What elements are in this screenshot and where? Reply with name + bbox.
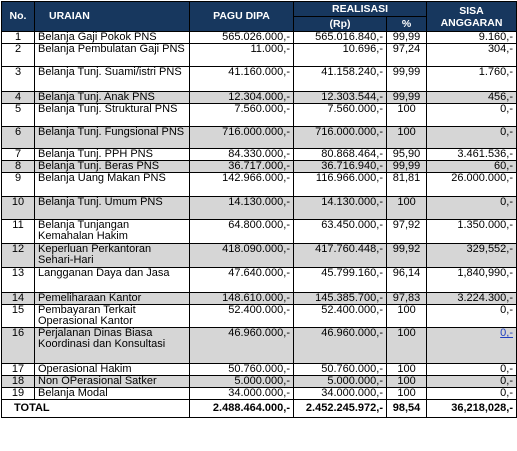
row-percent: 99,99 bbox=[387, 67, 427, 92]
row-realisasi-rp: 80.868.464,- bbox=[294, 149, 387, 161]
row-uraian: Belanja Tunj. Anak PNS bbox=[35, 92, 190, 104]
row-pagu-dipa: 565.026.000,- bbox=[190, 32, 294, 44]
row-percent: 97,83 bbox=[387, 293, 427, 305]
row-realisasi-rp: 34.000.000,- bbox=[294, 388, 387, 400]
row-realisasi-rp: 41.158.240,- bbox=[294, 67, 387, 92]
row-pagu-dipa: 46.960.000,- bbox=[190, 328, 294, 364]
row-realisasi-rp: 565.016.840,- bbox=[294, 32, 387, 44]
row-percent: 97,92 bbox=[387, 220, 427, 244]
row-uraian: Belanja Modal bbox=[35, 388, 190, 400]
table-row bbox=[2, 376, 517, 388]
row-number: 15 bbox=[2, 305, 35, 328]
table-row bbox=[2, 161, 517, 173]
row-pagu-dipa: 41.160.000,- bbox=[190, 67, 294, 92]
row-uraian: Operasional Hakim bbox=[35, 364, 190, 376]
total-realisasi-rp: 2.452.245.972,- bbox=[294, 400, 387, 418]
row-pagu-dipa: 34.000.000,- bbox=[190, 388, 294, 400]
header-percent: % bbox=[387, 17, 427, 32]
table-row bbox=[2, 127, 517, 149]
row-sisa-anggaran: 0,- bbox=[427, 364, 517, 376]
row-realisasi-rp: 46.960.000,- bbox=[294, 328, 387, 364]
table-row bbox=[2, 364, 517, 376]
row-number: 4 bbox=[2, 92, 35, 104]
row-number: 14 bbox=[2, 293, 35, 305]
row-uraian: Pembayaran Terkait Operasional Kantor bbox=[35, 305, 190, 328]
row-pagu-dipa: 418.090.000,- bbox=[190, 244, 294, 268]
row-sisa-anggaran: 0,- bbox=[427, 305, 517, 328]
row-pagu-dipa: 142.966.000,- bbox=[190, 173, 294, 197]
sisa-link[interactable]: 0,- bbox=[500, 327, 514, 339]
total-pagu: 2.488.464.000,- bbox=[190, 400, 294, 418]
row-uraian: Belanja Tunj. Fungsional PNS bbox=[35, 127, 190, 149]
table-row bbox=[2, 328, 517, 364]
row-percent: 99,99 bbox=[387, 92, 427, 104]
row-realisasi-rp: 7.560.000,- bbox=[294, 104, 387, 127]
header-no: No. bbox=[2, 2, 35, 32]
table-row bbox=[2, 244, 517, 268]
row-realisasi-rp: 45.799.160,- bbox=[294, 268, 387, 293]
row-realisasi-rp: 63.450.000,- bbox=[294, 220, 387, 244]
row-realisasi-rp: 14.130.000,- bbox=[294, 197, 387, 220]
row-pagu-dipa: 47.640.000,- bbox=[190, 268, 294, 293]
header-sisa-anggaran: SISA ANGGARAN bbox=[427, 2, 517, 32]
table-row bbox=[2, 197, 517, 220]
row-pagu-dipa: 52.400.000,- bbox=[190, 305, 294, 328]
table-row bbox=[2, 388, 517, 400]
row-sisa-anggaran: 1.760,- bbox=[427, 67, 517, 92]
table-row bbox=[2, 293, 517, 305]
row-sisa-anggaran: 3.224.300,- bbox=[427, 293, 517, 305]
row-number: 9 bbox=[2, 173, 35, 197]
row-pagu-dipa: 14.130.000,- bbox=[190, 197, 294, 220]
table-row bbox=[2, 268, 517, 293]
row-uraian: Belanja Tunj. Suami/istri PNS bbox=[35, 67, 190, 92]
row-pagu-dipa: 11.000,- bbox=[190, 44, 294, 67]
row-uraian: Langganan Daya dan Jasa bbox=[35, 268, 190, 293]
row-realisasi-rp: 10.696,- bbox=[294, 44, 387, 67]
row-percent: 95,90 bbox=[387, 149, 427, 161]
row-percent: 100 bbox=[387, 127, 427, 149]
row-percent: 96,14 bbox=[387, 268, 427, 293]
row-uraian: Belanja Tunj. Struktural PNS bbox=[35, 104, 190, 127]
row-number: 3 bbox=[2, 67, 35, 92]
row-sisa-anggaran: 60,- bbox=[427, 161, 517, 173]
row-sisa-anggaran: 329,552,- bbox=[427, 244, 517, 268]
table-row bbox=[2, 32, 517, 44]
row-uraian: Belanja Tunj. Umum PNS bbox=[35, 197, 190, 220]
row-percent: 100 bbox=[387, 328, 427, 364]
row-percent: 99,92 bbox=[387, 244, 427, 268]
table-row bbox=[2, 44, 517, 67]
row-sisa-anggaran: 0,- bbox=[427, 127, 517, 149]
row-realisasi-rp: 52.400.000,- bbox=[294, 305, 387, 328]
total-sisa: 36,218,028,- bbox=[427, 400, 517, 418]
row-sisa-anggaran: 9.160,- bbox=[427, 32, 517, 44]
row-percent: 100 bbox=[387, 388, 427, 400]
row-realisasi-rp: 417.760.448,- bbox=[294, 244, 387, 268]
row-number: 6 bbox=[2, 127, 35, 149]
total-percent: 98,54 bbox=[387, 400, 427, 418]
table-row bbox=[2, 149, 517, 161]
header-rp: (Rp) bbox=[294, 17, 387, 32]
row-pagu-dipa: 50.760.000,- bbox=[190, 364, 294, 376]
row-uraian: Belanja Tunjangan Kemahalan Hakim bbox=[35, 220, 190, 244]
row-sisa-anggaran: 26.000.000,- bbox=[427, 173, 517, 197]
row-number: 19 bbox=[2, 388, 35, 400]
row-realisasi-rp: 12.303.544,- bbox=[294, 92, 387, 104]
row-pagu-dipa: 5.000.000,- bbox=[190, 376, 294, 388]
budget-realization-table bbox=[1, 1, 517, 418]
row-percent: 97,24 bbox=[387, 44, 427, 67]
row-sisa-anggaran bbox=[427, 328, 517, 364]
row-uraian: Belanja Tunj. Beras PNS bbox=[35, 161, 190, 173]
table-header bbox=[2, 2, 517, 32]
table-row bbox=[2, 67, 517, 92]
row-sisa-anggaran: 304,- bbox=[427, 44, 517, 67]
header-pagu-dipa: PAGU DIPA bbox=[190, 2, 294, 32]
row-number: 17 bbox=[2, 364, 35, 376]
row-number: 7 bbox=[2, 149, 35, 161]
row-number: 5 bbox=[2, 104, 35, 127]
row-number: 13 bbox=[2, 268, 35, 293]
row-sisa-anggaran: 3.461.536,- bbox=[427, 149, 517, 161]
row-percent: 99,99 bbox=[387, 161, 427, 173]
row-uraian: Perjalanan Dinas Biasa Koordinasi dan Konsultasi bbox=[35, 328, 190, 364]
row-sisa-anggaran: 456,- bbox=[427, 92, 517, 104]
row-number: 12 bbox=[2, 244, 35, 268]
row-sisa-anggaran: 0,- bbox=[427, 388, 517, 400]
row-realisasi-rp: 36.716.940,- bbox=[294, 161, 387, 173]
row-number: 2 bbox=[2, 44, 35, 67]
row-uraian: Belanja Uang Makan PNS bbox=[35, 173, 190, 197]
row-pagu-dipa: 36.717.000,- bbox=[190, 161, 294, 173]
row-uraian: Keperluan Perkantoran Sehari-Hari bbox=[35, 244, 190, 268]
row-number: 16 bbox=[2, 328, 35, 364]
row-realisasi-rp: 716.000.000,- bbox=[294, 127, 387, 149]
row-percent: 100 bbox=[387, 305, 427, 328]
row-sisa-anggaran: 1.350.000,- bbox=[427, 220, 517, 244]
row-pagu-dipa: 148.610.000,- bbox=[190, 293, 294, 305]
table-row bbox=[2, 173, 517, 197]
row-percent: 100 bbox=[387, 197, 427, 220]
row-percent: 100 bbox=[387, 376, 427, 388]
table-body bbox=[2, 32, 517, 400]
header-uraian: URAIAN bbox=[35, 2, 190, 32]
row-number: 8 bbox=[2, 161, 35, 173]
row-uraian: Belanja Pembulatan Gaji PNS bbox=[35, 44, 190, 67]
row-number: 10 bbox=[2, 197, 35, 220]
row-uraian: Pemeliharaan Kantor bbox=[35, 293, 190, 305]
row-number: 11 bbox=[2, 220, 35, 244]
row-pagu-dipa: 7.560.000,- bbox=[190, 104, 294, 127]
row-sisa-anggaran: 1,840,990,- bbox=[427, 268, 517, 293]
total-row bbox=[2, 400, 517, 418]
table-row bbox=[2, 305, 517, 328]
row-sisa-anggaran: 0,- bbox=[427, 376, 517, 388]
header-realisasi: REALISASI bbox=[294, 2, 427, 17]
row-percent: 81,81 bbox=[387, 173, 427, 197]
row-pagu-dipa: 84.330.000,- bbox=[190, 149, 294, 161]
row-number: 1 bbox=[2, 32, 35, 44]
row-uraian: Non OPerasional Satker bbox=[35, 376, 190, 388]
row-percent: 99,99 bbox=[387, 32, 427, 44]
row-percent: 100 bbox=[387, 104, 427, 127]
row-uraian: Belanja Tunj. PPH PNS bbox=[35, 149, 190, 161]
row-pagu-dipa: 716.000.000,- bbox=[190, 127, 294, 149]
table-row bbox=[2, 104, 517, 127]
row-number: 18 bbox=[2, 376, 35, 388]
row-sisa-anggaran: 0,- bbox=[427, 104, 517, 127]
row-pagu-dipa: 64.800.000,- bbox=[190, 220, 294, 244]
table-row bbox=[2, 92, 517, 104]
row-realisasi-rp: 50.760.000,- bbox=[294, 364, 387, 376]
row-sisa-anggaran: 0,- bbox=[427, 197, 517, 220]
row-realisasi-rp: 5.000.000,- bbox=[294, 376, 387, 388]
row-realisasi-rp: 116.966.000,- bbox=[294, 173, 387, 197]
row-realisasi-rp: 145.385.700,- bbox=[294, 293, 387, 305]
table-row bbox=[2, 220, 517, 244]
row-percent: 100 bbox=[387, 364, 427, 376]
row-uraian: Belanja Gaji Pokok PNS bbox=[35, 32, 190, 44]
total-label: TOTAL bbox=[2, 400, 190, 418]
row-pagu-dipa: 12.304.000,- bbox=[190, 92, 294, 104]
